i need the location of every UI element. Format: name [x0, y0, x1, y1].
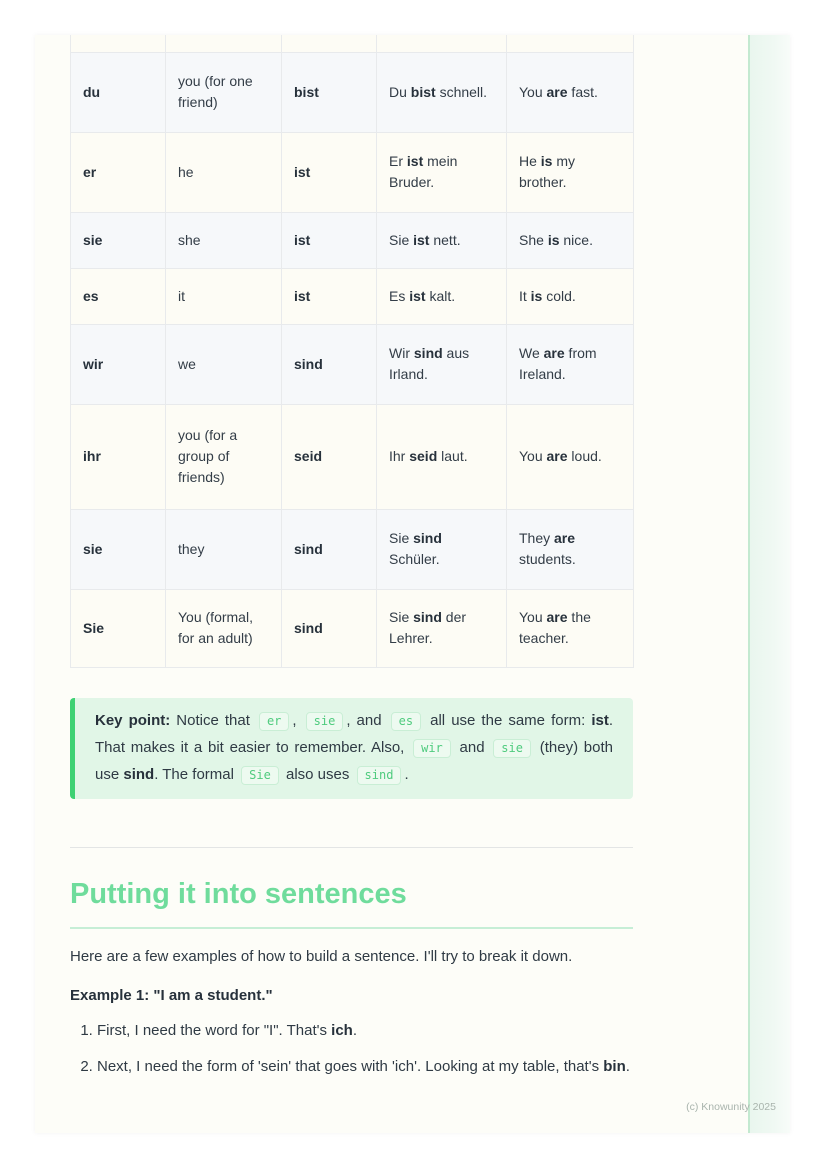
table-row: [71, 324, 634, 404]
table-cell: bist: [282, 52, 377, 132]
table-cell: [71, 35, 166, 52]
table-cell: We are from Ireland.: [507, 324, 634, 404]
table-cell: sind: [282, 509, 377, 589]
page-edge-strip: [748, 35, 790, 1133]
table-cell: You are fast.: [507, 52, 634, 132]
table-row: [71, 509, 634, 589]
inline-code-chip: sind: [357, 766, 402, 785]
table-row: [71, 268, 634, 324]
section-heading: Putting it into sentences: [70, 878, 633, 929]
intro-paragraph: Here are a few examples of how to build a sentence. I'll try to break it down.: [70, 947, 573, 965]
copyright-notice: (c) Knowunity 2025: [686, 1101, 776, 1113]
table-cell: You are the teacher.: [507, 589, 634, 667]
section-divider: [70, 847, 633, 848]
table-cell: Sie: [71, 589, 166, 667]
page-content: [70, 35, 633, 1079]
table-cell: You (formal, for an adult): [166, 589, 282, 667]
table-cell: Du bist schnell.: [377, 52, 507, 132]
table-cell: [507, 35, 634, 52]
conjugation-table: [70, 35, 634, 668]
table-cell: sie: [71, 212, 166, 268]
table-cell: ist: [282, 132, 377, 212]
table-cell: ist: [282, 212, 377, 268]
inline-code-chip: Sie: [241, 766, 279, 785]
inline-code-chip: wir: [413, 739, 451, 758]
steps-list: [70, 1019, 633, 1079]
table-cell: It is cold.: [507, 268, 634, 324]
example-title: Example 1: "I am a student.": [70, 987, 273, 1005]
key-point-callout: [70, 698, 633, 799]
table-cell: [282, 35, 377, 52]
table-cell: wir: [71, 324, 166, 404]
table-row: [71, 404, 634, 509]
table-cell: [377, 35, 507, 52]
table-cell: sind: [282, 589, 377, 667]
table-row: [71, 52, 634, 132]
table-cell: Sie sind der Lehrer.: [377, 589, 507, 667]
table-row: [71, 589, 634, 667]
table-cell: She is nice.: [507, 212, 634, 268]
table-cell: Es ist kalt.: [377, 268, 507, 324]
table-cell: Ihr seid laut.: [377, 404, 507, 509]
table-cell: ist: [282, 268, 377, 324]
table-cell: Er ist mein Bruder.: [377, 132, 507, 212]
table-cell: ihr: [71, 404, 166, 509]
table-cell: du: [71, 52, 166, 132]
table-cell: They are students.: [507, 509, 634, 589]
table-cell: she: [166, 212, 282, 268]
table-cell: you (for a group of friends): [166, 404, 282, 509]
table-cell: it: [166, 268, 282, 324]
table-cell: they: [166, 509, 282, 589]
inline-code-chip: es: [391, 712, 421, 731]
table-cell: sind: [282, 324, 377, 404]
key-point-text: Key point: Notice that er , sie , and es all use the same form: ist. That makes it a bit easier to remember. Also, wir and sie (they) both use sind. The formal Sie also uses sind .: [95, 711, 613, 783]
step-item-1: 1. First, I need the word for "I". That's ich.: [97, 1019, 633, 1042]
table-cell: you (for one friend): [166, 52, 282, 132]
table-cell: Wir sind aus Irland.: [377, 324, 507, 404]
table-cell: seid: [282, 404, 377, 509]
table-cell: es: [71, 268, 166, 324]
table-cell: sie: [71, 509, 166, 589]
table-cell: he: [166, 132, 282, 212]
inline-code-chip: sie: [306, 712, 344, 731]
table-row: [71, 212, 634, 268]
step-item-2: 2. Next, I need the form of 'sein' that goes with 'ich'. Looking at my table, that's bin.: [97, 1055, 633, 1078]
table-cell: He is my brother.: [507, 132, 634, 212]
table-cell: er: [71, 132, 166, 212]
table-row: [71, 132, 634, 212]
conjugation-table-body: [71, 35, 634, 667]
document-page: [35, 35, 790, 1133]
table-cell: Sie ist nett.: [377, 212, 507, 268]
table-row-partial: [71, 35, 634, 52]
inline-code-chip: er: [259, 712, 289, 731]
inline-code-chip: sie: [493, 739, 531, 758]
table-cell: [166, 35, 282, 52]
table-cell: Sie sind Schüler.: [377, 509, 507, 589]
table-cell: You are loud.: [507, 404, 634, 509]
table-cell: we: [166, 324, 282, 404]
